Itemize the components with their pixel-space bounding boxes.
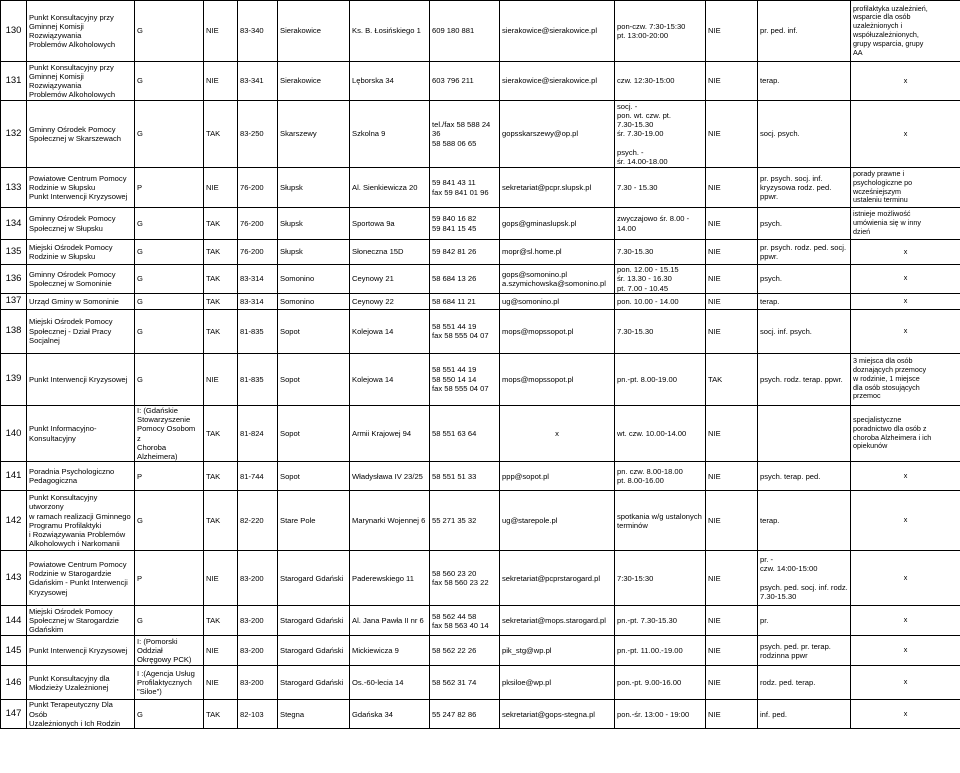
help-forms-cell: terap. [758,293,851,309]
opening-hours-cell: spotkania w/g ustalonych terminów [615,491,706,551]
table-row [1,309,960,353]
row-number-cell: 138 [1,309,27,353]
table-row [1,462,960,491]
institution-name-cell: Punkt Konsultacyjny przy Gminnej Komisji Rozwiązywania Problemów Alkoholowych [27,62,135,101]
remarks-cell: x [851,101,960,168]
postal-code-cell: 83-250 [238,101,278,168]
table-row [1,666,960,700]
nfz-flag-cell: NIE [706,636,758,666]
help-forms-cell: socj. psych. [758,101,851,168]
help-forms-cell: rodz. ped. terap. [758,666,851,700]
email-cell: x [500,405,615,462]
postal-code-cell: 83-314 [238,265,278,294]
phone-cell: 58 551 51 33 [430,462,500,491]
email-cell: sierakowice@sierakowice.pl [500,62,615,101]
accessible-flag-cell: NIE [204,353,238,405]
street-address-cell: Al. Jana Pawła II nr 6 [350,606,430,636]
accessible-flag-cell: TAK [204,265,238,294]
institution-type-cell: G [135,491,204,551]
opening-hours-cell: pon.-pt. 9.00-16.00 [615,666,706,700]
phone-cell: 58 551 44 19 fax 58 555 04 07 [430,309,500,353]
remarks-cell: x [851,240,960,265]
phone-cell: 58 551 63 64 [430,405,500,462]
help-forms-cell: pr. psych. rodz. ped. socj. ppwr. [758,240,851,265]
phone-cell: 59 840 16 82 59 841 15 45 [430,208,500,240]
phone-cell: tel./fax 58 588 24 36 58 588 06 65 [430,101,500,168]
accessible-flag-cell: NIE [204,62,238,101]
street-address-cell: Sportowa 9a [350,208,430,240]
institution-type-cell: P [135,168,204,208]
accessible-flag-cell: NIE [204,168,238,208]
city-cell: Stare Pole [278,491,350,551]
institution-type-cell: G [135,1,204,62]
postal-code-cell: 83-200 [238,606,278,636]
nfz-flag-cell: NIE [706,700,758,729]
postal-code-cell: 83-200 [238,666,278,700]
table-row [1,240,960,265]
institution-name-cell: Miejski Ośrodek Pomocy Społecznej - Dział Pracy Socjalnej [27,309,135,353]
accessible-flag-cell: TAK [204,491,238,551]
remarks-cell: profilaktyka uzależnień, wsparcie dla osób uzależnionych i współuzależnionych, grupy wsparcia, grupy AA [851,1,960,62]
accessible-flag-cell: TAK [204,405,238,462]
opening-hours-cell: pon. 10.00 - 14.00 [615,293,706,309]
row-number-cell: 133 [1,168,27,208]
institution-name-cell: Gminny Ośrodek Pomocy Społecznej w Skarszewach [27,101,135,168]
opening-hours-cell: czw. 12:30-15:00 [615,62,706,101]
phone-cell: 603 796 211 [430,62,500,101]
email-cell: gops@gminaslupsk.pl [500,208,615,240]
email-cell: mops@mopssopot.pl [500,353,615,405]
help-forms-cell [758,405,851,462]
opening-hours-cell: pon.-śr. 13:00 - 19:00 [615,700,706,729]
row-number-cell: 145 [1,636,27,666]
city-cell: Słupsk [278,240,350,265]
city-cell: Somonino [278,265,350,294]
opening-hours-cell: pn.-pt. 8.00-19.00 [615,353,706,405]
city-cell: Sopot [278,462,350,491]
phone-cell: 58 562 31 74 [430,666,500,700]
city-cell: Somonino [278,293,350,309]
nfz-flag-cell: NIE [706,551,758,606]
row-number-cell: 141 [1,462,27,491]
table-row [1,293,960,309]
phone-cell: 55 247 82 86 [430,700,500,729]
accessible-flag-cell: TAK [204,700,238,729]
street-address-cell: Gdańska 34 [350,700,430,729]
email-cell: mopr@sl.home.pl [500,240,615,265]
street-address-cell: Ks. B. Łosińskiego 1 [350,1,430,62]
street-address-cell: Paderewskiego 11 [350,551,430,606]
accessible-flag-cell: TAK [204,293,238,309]
institution-type-cell: P [135,551,204,606]
institution-name-cell: Punkt Terapeutyczny Dla Osób Uzależnionych i Ich Rodzin [27,700,135,729]
accessible-flag-cell: NIE [204,1,238,62]
postal-code-cell: 81-824 [238,405,278,462]
opening-hours-cell: 7:30-15:30 [615,551,706,606]
nfz-flag-cell: NIE [706,1,758,62]
opening-hours-cell: pon-czw. 7:30-15:30 pt. 13:00-20:00 [615,1,706,62]
remarks-cell: x [851,666,960,700]
accessible-flag-cell: TAK [204,462,238,491]
table-body [1,1,960,729]
street-address-cell: Słoneczna 15D [350,240,430,265]
institution-type-cell: I :(Agencja Usług Profilaktycznych "Siloe") [135,666,204,700]
row-number-cell: 142 [1,491,27,551]
help-forms-cell: pr. psych. socj. inf. kryzysowa rodz. ped. ppwr. [758,168,851,208]
help-forms-cell: pr. [758,606,851,636]
postal-code-cell: 83-200 [238,551,278,606]
city-cell: Starogard Gdański [278,636,350,666]
street-address-cell: Armii Krajowej 94 [350,405,430,462]
institution-type-cell: G [135,62,204,101]
institution-type-cell: G [135,208,204,240]
accessible-flag-cell: NIE [204,666,238,700]
postal-code-cell: 83-314 [238,293,278,309]
institution-name-cell: Punkt Konsultacyjny utworzony w ramach realizacji Gminnego Programu Profilaktyki i Rozwiązywania Problemów Alkoholowych i Narkomanii [27,491,135,551]
street-address-cell: Ceynowy 22 [350,293,430,309]
opening-hours-cell: zwyczajowo śr. 8.00 - 14.00 [615,208,706,240]
table-row [1,101,960,168]
institution-type-cell: G [135,293,204,309]
row-number-cell: 147 [1,700,27,729]
city-cell: Sopot [278,353,350,405]
phone-cell: 59 842 81 26 [430,240,500,265]
table-row [1,1,960,62]
help-forms-cell: pr. ped. inf. [758,1,851,62]
accessible-flag-cell: TAK [204,101,238,168]
help-forms-cell: psych. [758,208,851,240]
postal-code-cell: 81-835 [238,353,278,405]
help-forms-cell: socj. inf. psych. [758,309,851,353]
institution-type-cell: G [135,353,204,405]
table-row [1,700,960,729]
institution-name-cell: Miejski Ośrodek Pomocy Rodzinie w Słupsku [27,240,135,265]
institution-type-cell: I: (Gdańskie Stowarzyszenie Pomocy Osobom z Choroba Alzheimera) [135,405,204,462]
table-row [1,353,960,405]
remarks-cell: istnieje możliwość umówienia się w inny dzień [851,208,960,240]
row-number-cell: 135 [1,240,27,265]
table-row [1,405,960,462]
nfz-flag-cell: NIE [706,309,758,353]
email-cell: ug@starepole.pl [500,491,615,551]
nfz-flag-cell: NIE [706,240,758,265]
email-cell: gopsskarszewy@op.pl [500,101,615,168]
institution-name-cell: Punkt Konsultacyjny przy Gminnej Komisji Rozwiązywania Problemów Alkoholowych [27,1,135,62]
opening-hours-cell: 7.30-15.30 [615,309,706,353]
phone-cell: 58 551 44 19 58 550 14 14 fax 58 555 04 07 [430,353,500,405]
remarks-cell: x [851,293,960,309]
city-cell: Skarszewy [278,101,350,168]
phone-cell: 609 180 881 [430,1,500,62]
institution-name-cell: Punkt Informacyjno- Konsultacyjny [27,405,135,462]
help-forms-cell: psych. [758,265,851,294]
remarks-cell: x [851,491,960,551]
street-address-cell: Lęborska 34 [350,62,430,101]
street-address-cell: Kolejowa 14 [350,353,430,405]
institution-name-cell: Urząd Gminy w Somoninie [27,293,135,309]
institution-name-cell: Poradnia Psychologiczno Pedagogiczna [27,462,135,491]
email-cell: ppp@sopot.pl [500,462,615,491]
postal-code-cell: 76-200 [238,168,278,208]
nfz-flag-cell: NIE [706,666,758,700]
institution-name-cell: Punkt Interwencji Kryzysowej [27,636,135,666]
nfz-flag-cell: NIE [706,293,758,309]
postal-code-cell: 83-340 [238,1,278,62]
street-address-cell: Władysława IV 23/25 [350,462,430,491]
email-cell: sekretariat@pcpr.slupsk.pl [500,168,615,208]
opening-hours-cell: pn.-pt. 11.00.-19.00 [615,636,706,666]
street-address-cell: Os.-60-lecia 14 [350,666,430,700]
row-number-cell: 140 [1,405,27,462]
nfz-flag-cell: NIE [706,168,758,208]
email-cell: sekretariat@pcprstarogard.pl [500,551,615,606]
institution-name-cell: Miejski Ośrodek Pomocy Społecznej w Starogardzie Gdańskim [27,606,135,636]
institution-name-cell: Gminny Ośrodek Pomocy Społecznej w Somoninie [27,265,135,294]
phone-cell: 59 841 43 11 fax 59 841 01 96 [430,168,500,208]
accessible-flag-cell: NIE [204,551,238,606]
help-forms-cell: terap. [758,62,851,101]
institution-name-cell: Powiatowe Centrum Pomocy Rodzinie w Słupsku Punkt Interwencji Kryzysowej [27,168,135,208]
remarks-cell: x [851,62,960,101]
phone-cell: 58 684 13 26 [430,265,500,294]
city-cell: Starogard Gdański [278,606,350,636]
postal-code-cell: 82-220 [238,491,278,551]
help-forms-cell: psych. rodz. terap. ppwr. [758,353,851,405]
city-cell: Słupsk [278,168,350,208]
institution-name-cell: Powiatowe Centrum Pomocy Rodzinie w Starogardzie Gdańskim - Punkt Interwencji Kryzysowej [27,551,135,606]
phone-cell: 58 684 11 21 [430,293,500,309]
email-cell: pik_stg@wp.pl [500,636,615,666]
institution-name-cell: Gminny Ośrodek Pomocy Społecznej w Słupsku [27,208,135,240]
nfz-flag-cell: NIE [706,208,758,240]
city-cell: Stegna [278,700,350,729]
city-cell: Sierakowice [278,62,350,101]
remarks-cell: 3 miejsca dla osób doznających przemocy w rodzinie, 1 miejsce dla osób stosujących przemoc [851,353,960,405]
remarks-cell: x [851,551,960,606]
table-row [1,168,960,208]
remarks-cell: specjalistyczne poradnictwo dla osób z choroba Alzheimera i ich opiekunów [851,405,960,462]
remarks-cell: x [851,636,960,666]
opening-hours-cell: wt. czw. 10.00-14.00 [615,405,706,462]
email-cell: sekretariat@gops-stegna.pl [500,700,615,729]
accessible-flag-cell: NIE [204,636,238,666]
institution-type-cell: G [135,606,204,636]
remarks-cell: x [851,462,960,491]
help-forms-cell: pr. - czw. 14:00-15:00 psych. ped. socj. inf. rodz. 7.30-15.30 [758,551,851,606]
table-row [1,62,960,101]
postal-code-cell: 83-200 [238,636,278,666]
email-cell: pksiloe@wp.pl [500,666,615,700]
table-row [1,551,960,606]
nfz-flag-cell: NIE [706,62,758,101]
email-cell: ug@somonino.pl [500,293,615,309]
row-number-cell: 136 [1,265,27,294]
nfz-flag-cell: NIE [706,606,758,636]
row-number-cell: 139 [1,353,27,405]
row-number-cell: 146 [1,666,27,700]
row-number-cell: 144 [1,606,27,636]
nfz-flag-cell: NIE [706,405,758,462]
accessible-flag-cell: TAK [204,208,238,240]
postal-code-cell: 81-744 [238,462,278,491]
institution-name-cell: Punkt Interwencji Kryzysowej [27,353,135,405]
city-cell: Sopot [278,405,350,462]
nfz-flag-cell: NIE [706,462,758,491]
city-cell: Starogard Gdański [278,666,350,700]
table-row [1,265,960,294]
institution-type-cell: G [135,101,204,168]
email-cell: sekretariat@mops.starogard.pl [500,606,615,636]
email-cell: mops@mopssopot.pl [500,309,615,353]
row-number-cell: 134 [1,208,27,240]
institution-name-cell: Punkt Konsultacyjny dla Młodzieży Uzależnionej [27,666,135,700]
city-cell: Sierakowice [278,1,350,62]
street-address-cell: Ceynowy 21 [350,265,430,294]
postal-code-cell: 83-341 [238,62,278,101]
nfz-flag-cell: NIE [706,491,758,551]
nfz-flag-cell: NIE [706,101,758,168]
phone-cell: 58 562 44 58 fax 58 563 40 14 [430,606,500,636]
street-address-cell: Marynarki Wojennej 6 [350,491,430,551]
phone-cell: 58 560 23 20 fax 58 560 23 22 [430,551,500,606]
street-address-cell: Kolejowa 14 [350,309,430,353]
phone-cell: 58 562 22 26 [430,636,500,666]
opening-hours-cell: socj. - pon. wt. czw. pt. 7.30-15.30 śr. 7.30-19.00 psych. - śr. 14.00-18.00 [615,101,706,168]
remarks-cell: porady prawne i psychologiczne po wcześniejszym ustaleniu terminu [851,168,960,208]
accessible-flag-cell: TAK [204,309,238,353]
postal-code-cell: 82-103 [238,700,278,729]
row-number-cell: 143 [1,551,27,606]
table-row [1,208,960,240]
institution-type-cell: G [135,265,204,294]
institution-type-cell: G [135,309,204,353]
accessible-flag-cell: TAK [204,606,238,636]
city-cell: Sopot [278,309,350,353]
row-number-cell: 132 [1,101,27,168]
row-number-cell: 137 [1,293,27,309]
institution-type-cell: G [135,700,204,729]
row-number-cell: 131 [1,62,27,101]
postal-code-cell: 76-200 [238,208,278,240]
remarks-cell: x [851,606,960,636]
city-cell: Słupsk [278,208,350,240]
institution-type-cell: I: (Pomorski Oddział Okręgowy PCK) [135,636,204,666]
institution-type-cell: G [135,240,204,265]
street-address-cell: Al. Sienkiewicza 20 [350,168,430,208]
help-forms-cell: terap. [758,491,851,551]
street-address-cell: Szkolna 9 [350,101,430,168]
opening-hours-cell: pn. czw. 8.00-18.00 pt. 8.00-16.00 [615,462,706,491]
opening-hours-cell: pn.-pt. 7.30-15.30 [615,606,706,636]
city-cell: Starogard Gdański [278,551,350,606]
help-forms-cell: psych. ped. pr. terap. rodzinna ppwr [758,636,851,666]
street-address-cell: Mickiewicza 9 [350,636,430,666]
opening-hours-cell: pon. 12.00 - 15.15 śr. 13.30 - 16.30 pt. 7.00 - 10.45 [615,265,706,294]
nfz-flag-cell: NIE [706,265,758,294]
opening-hours-cell: 7.30 - 15.30 [615,168,706,208]
accessible-flag-cell: TAK [204,240,238,265]
table-row [1,606,960,636]
table-row [1,491,960,551]
row-number-cell: 130 [1,1,27,62]
remarks-cell: x [851,700,960,729]
postal-code-cell: 76-200 [238,240,278,265]
email-cell: sierakowice@sierakowice.pl [500,1,615,62]
remarks-cell: x [851,309,960,353]
help-forms-cell: inf. ped. [758,700,851,729]
phone-cell: 55 271 35 32 [430,491,500,551]
table-row [1,636,960,666]
remarks-cell: x [851,265,960,294]
institution-type-cell: P [135,462,204,491]
opening-hours-cell: 7.30-15.30 [615,240,706,265]
nfz-flag-cell: TAK [706,353,758,405]
email-cell: gops@somonino.pl a.szymichowska@somonino.pl [500,265,615,294]
help-forms-cell: psych. terap. ped. [758,462,851,491]
postal-code-cell: 81-835 [238,309,278,353]
